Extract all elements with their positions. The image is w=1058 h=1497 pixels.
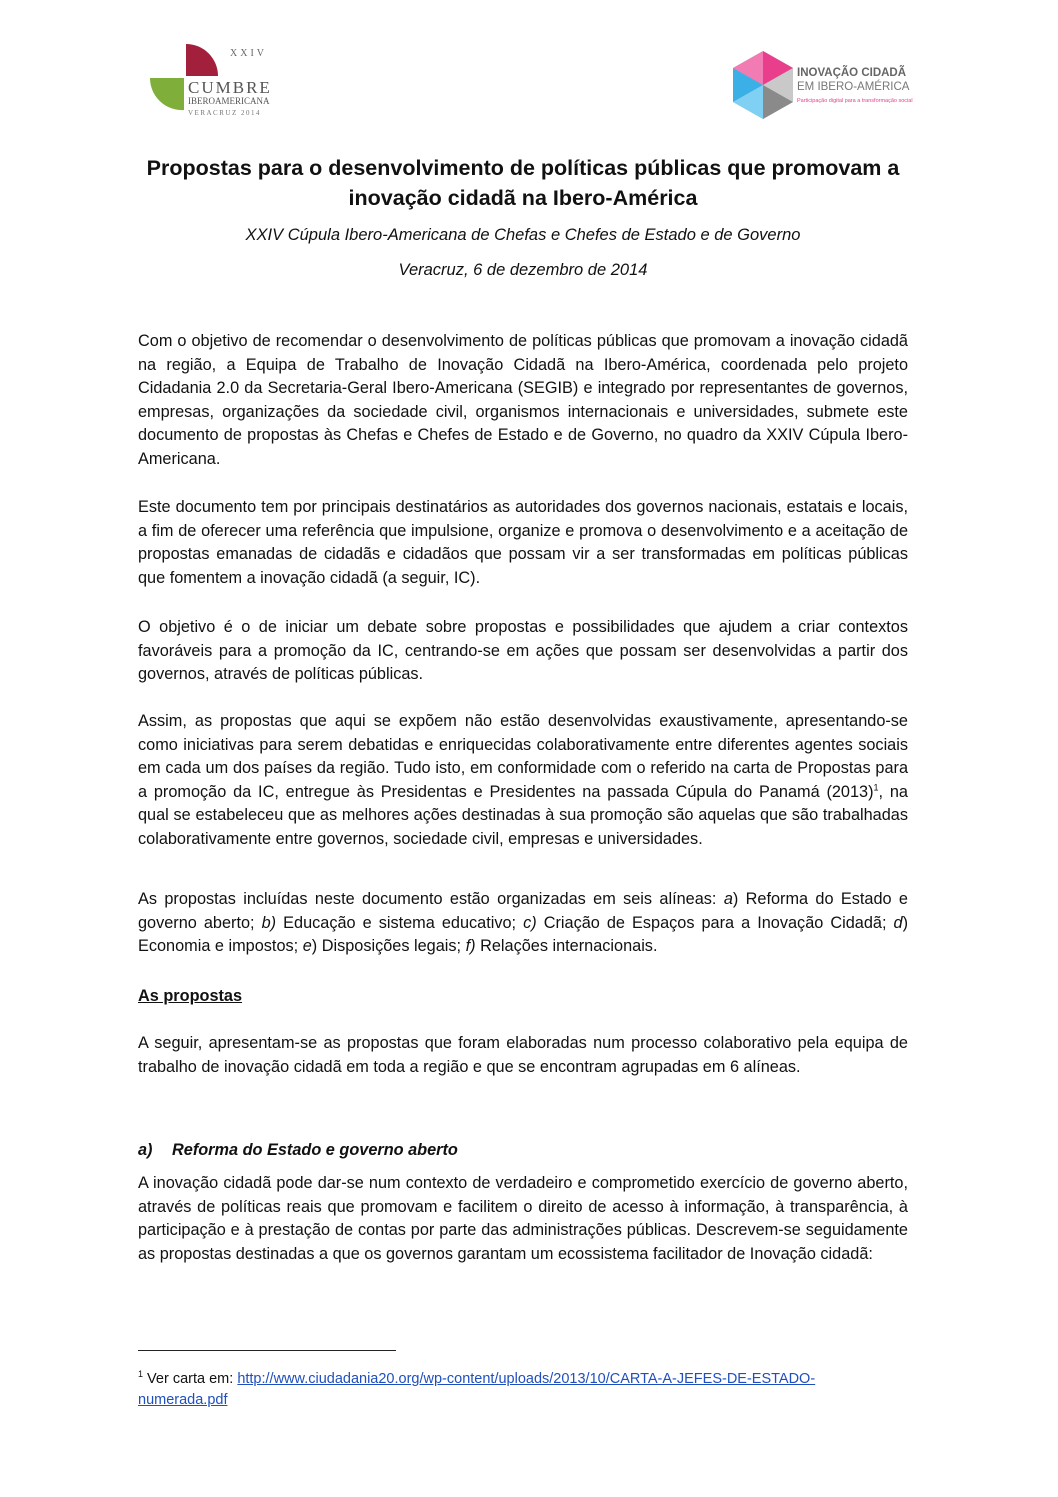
paragraph-organization-text: ) Economia e impostos; [138,913,908,956]
logo-right-line2: EM IBERO-AMÉRICA [797,81,910,93]
logo-left-line2: CUMBRE [188,78,272,97]
logo-left-line4: VERACRUZ 2014 [188,109,261,117]
footnote-link-line2: numerada.pdf [138,1391,228,1408]
section-heading-a [138,1138,458,1162]
paragraph-objective: O objetivo é o de iniciar um debate sobre propostas e possibilidades que ajudem a criar contextos favoráveis para a promoção da IC, centrando-se em ações que possam ser desenvolvidas a partir dos governos, através de políticas públicas. [138,618,908,684]
paragraph-intro: Com o objetivo de recomendar o desenvolvimento de políticas públicas que promovam a inovação cidadã na região, a Equipa de Trabalho de Inovação Cidadã na Ibero-América, coordenada pelo projeto Cidadania 2.0 da Secretaria-Geral Ibero-Americana (SEGIB) e integrado por representantes de governos, empresas, organizações da sociedade civil, organismos internacionais e universidades, submete este documento de propostas às Chefas e Chefes de Estado e de Governo, no quadro da XXIV Cúpula Ibero-Americana. [138,332,908,468]
cumbre-iberoamericana-logo [150,44,278,122]
footnote [138,1364,908,1411]
section-heading-propostas: As propostas [138,987,243,1005]
paragraph-organization-text: ) Reforma do Estado e governo aberto; [138,890,908,932]
item-letter: b) [261,913,277,932]
logo-right-line3: Participação digital para a transformação social [797,98,913,104]
footnote-link-line1: http://www.ciudadania20.org/wp-content/uploads/2013/10/CARTA-A-JEFES-DE-ESTADO- [237,1370,816,1387]
place-date: Veracruz, 6 de dezembro de 2014 [398,261,648,279]
paragraph-context-part1: Assim, as propostas que aqui se expõem não estão desenvolvidas exaustivamente, apresentando-se como iniciativas para serem debatidas e enriquecidas colaborativamente entre diferentes agentes sociais em cada um dos países da região. Tudo isto, em conformidade com o referido na carta de Propostas para a promoção da IC, entregue às Presidentas e Presidentes na passada Cúpula do Panamá (2013) [138,712,908,801]
title-line-2: inovação cidadã na Ibero-América [348,186,698,210]
footnote-link[interactable] [138,1371,815,1408]
paragraph-proposals-intro: A seguir, apresentam-se as propostas que foram elaboradas num processo colaborativo pela equipa de trabalho de inovação cidadã em toda a região e que se encontram agrupadas em 6 alíneas. [138,1034,908,1076]
paragraph-recipients: Este documento tem por principais destinatários as autoridades dos governos nacionais, estatais e locais, a fim de oferecer uma referência que impulsione, organize e promova o desenvolvimento e a aceitação de propostas emanadas de cidadãs e cidadãos que possam vir a ser transformadas em políticas públicas que fomentem a inovação cidadã (a seguir, IC). [138,498,908,587]
paragraph-organization [138,888,908,959]
title-line-1: Propostas para o desenvolvimento de políticas públicas que promovam a [146,156,900,180]
paragraph-organization-text: ) Disposições legais; [311,937,466,956]
paragraph-organization-text: Relações internacionais. [475,937,658,956]
footnote-separator [138,1350,396,1351]
paragraph-context [138,710,908,852]
inovacao-cidada-logo [733,51,913,119]
item-letter: a [723,890,733,908]
paragraph-organization-text: As propostas incluídas neste documento estão organizadas em seis alíneas: [138,890,724,908]
footnote-prefix: Ver carta em: [143,1370,238,1387]
document-title [138,153,908,213]
logo-left-line1: XXIV [230,48,267,59]
paragraph-organization-text: Educação e sistema educativo; [276,913,524,932]
paragraph-organization-text: Criação de Espaços para a Inovação Cidadã; [536,913,894,932]
event-subtitle: XXIV Cúpula Ibero-Americana de Chefas e Chefes de Estado e de Governo [245,226,801,244]
logo-right-line1: INOVAÇÃO CIDADÃ [797,67,907,79]
item-letter: e [302,937,312,956]
section-letter: a) [138,1141,153,1159]
item-letter: c) [523,913,537,932]
footnote-number: 1 [138,1369,144,1379]
section-title: Reforma do Estado e governo aberto [172,1141,458,1159]
item-letter: d [893,913,903,932]
item-letter: f) [465,937,476,956]
paragraph-open-government: A inovação cidadã pode dar-se num contexto de verdadeiro e comprometido exercício de governo aberto, através de políticas reais que promovam e facilitem o direito de acesso à informação, à transparência, à participação e à prestação de contas por parte das administrações públicas. Descrevem-se seguidamente as propostas destinadas a que os governos garantam um ecossistema facilitador de Inovação cidadã: [138,1174,908,1263]
footnote-reference[interactable]: 1 [873,782,879,793]
paragraph-context-part2: , na qual se estabeleceu que as melhores ações destinadas à sua promoção são aquelas que são trabalhadas colaborativamente entre governos, sociedade civil, empresas e universidades. [138,782,908,848]
logo-left-line3: IBEROAMERICANA [188,96,270,106]
